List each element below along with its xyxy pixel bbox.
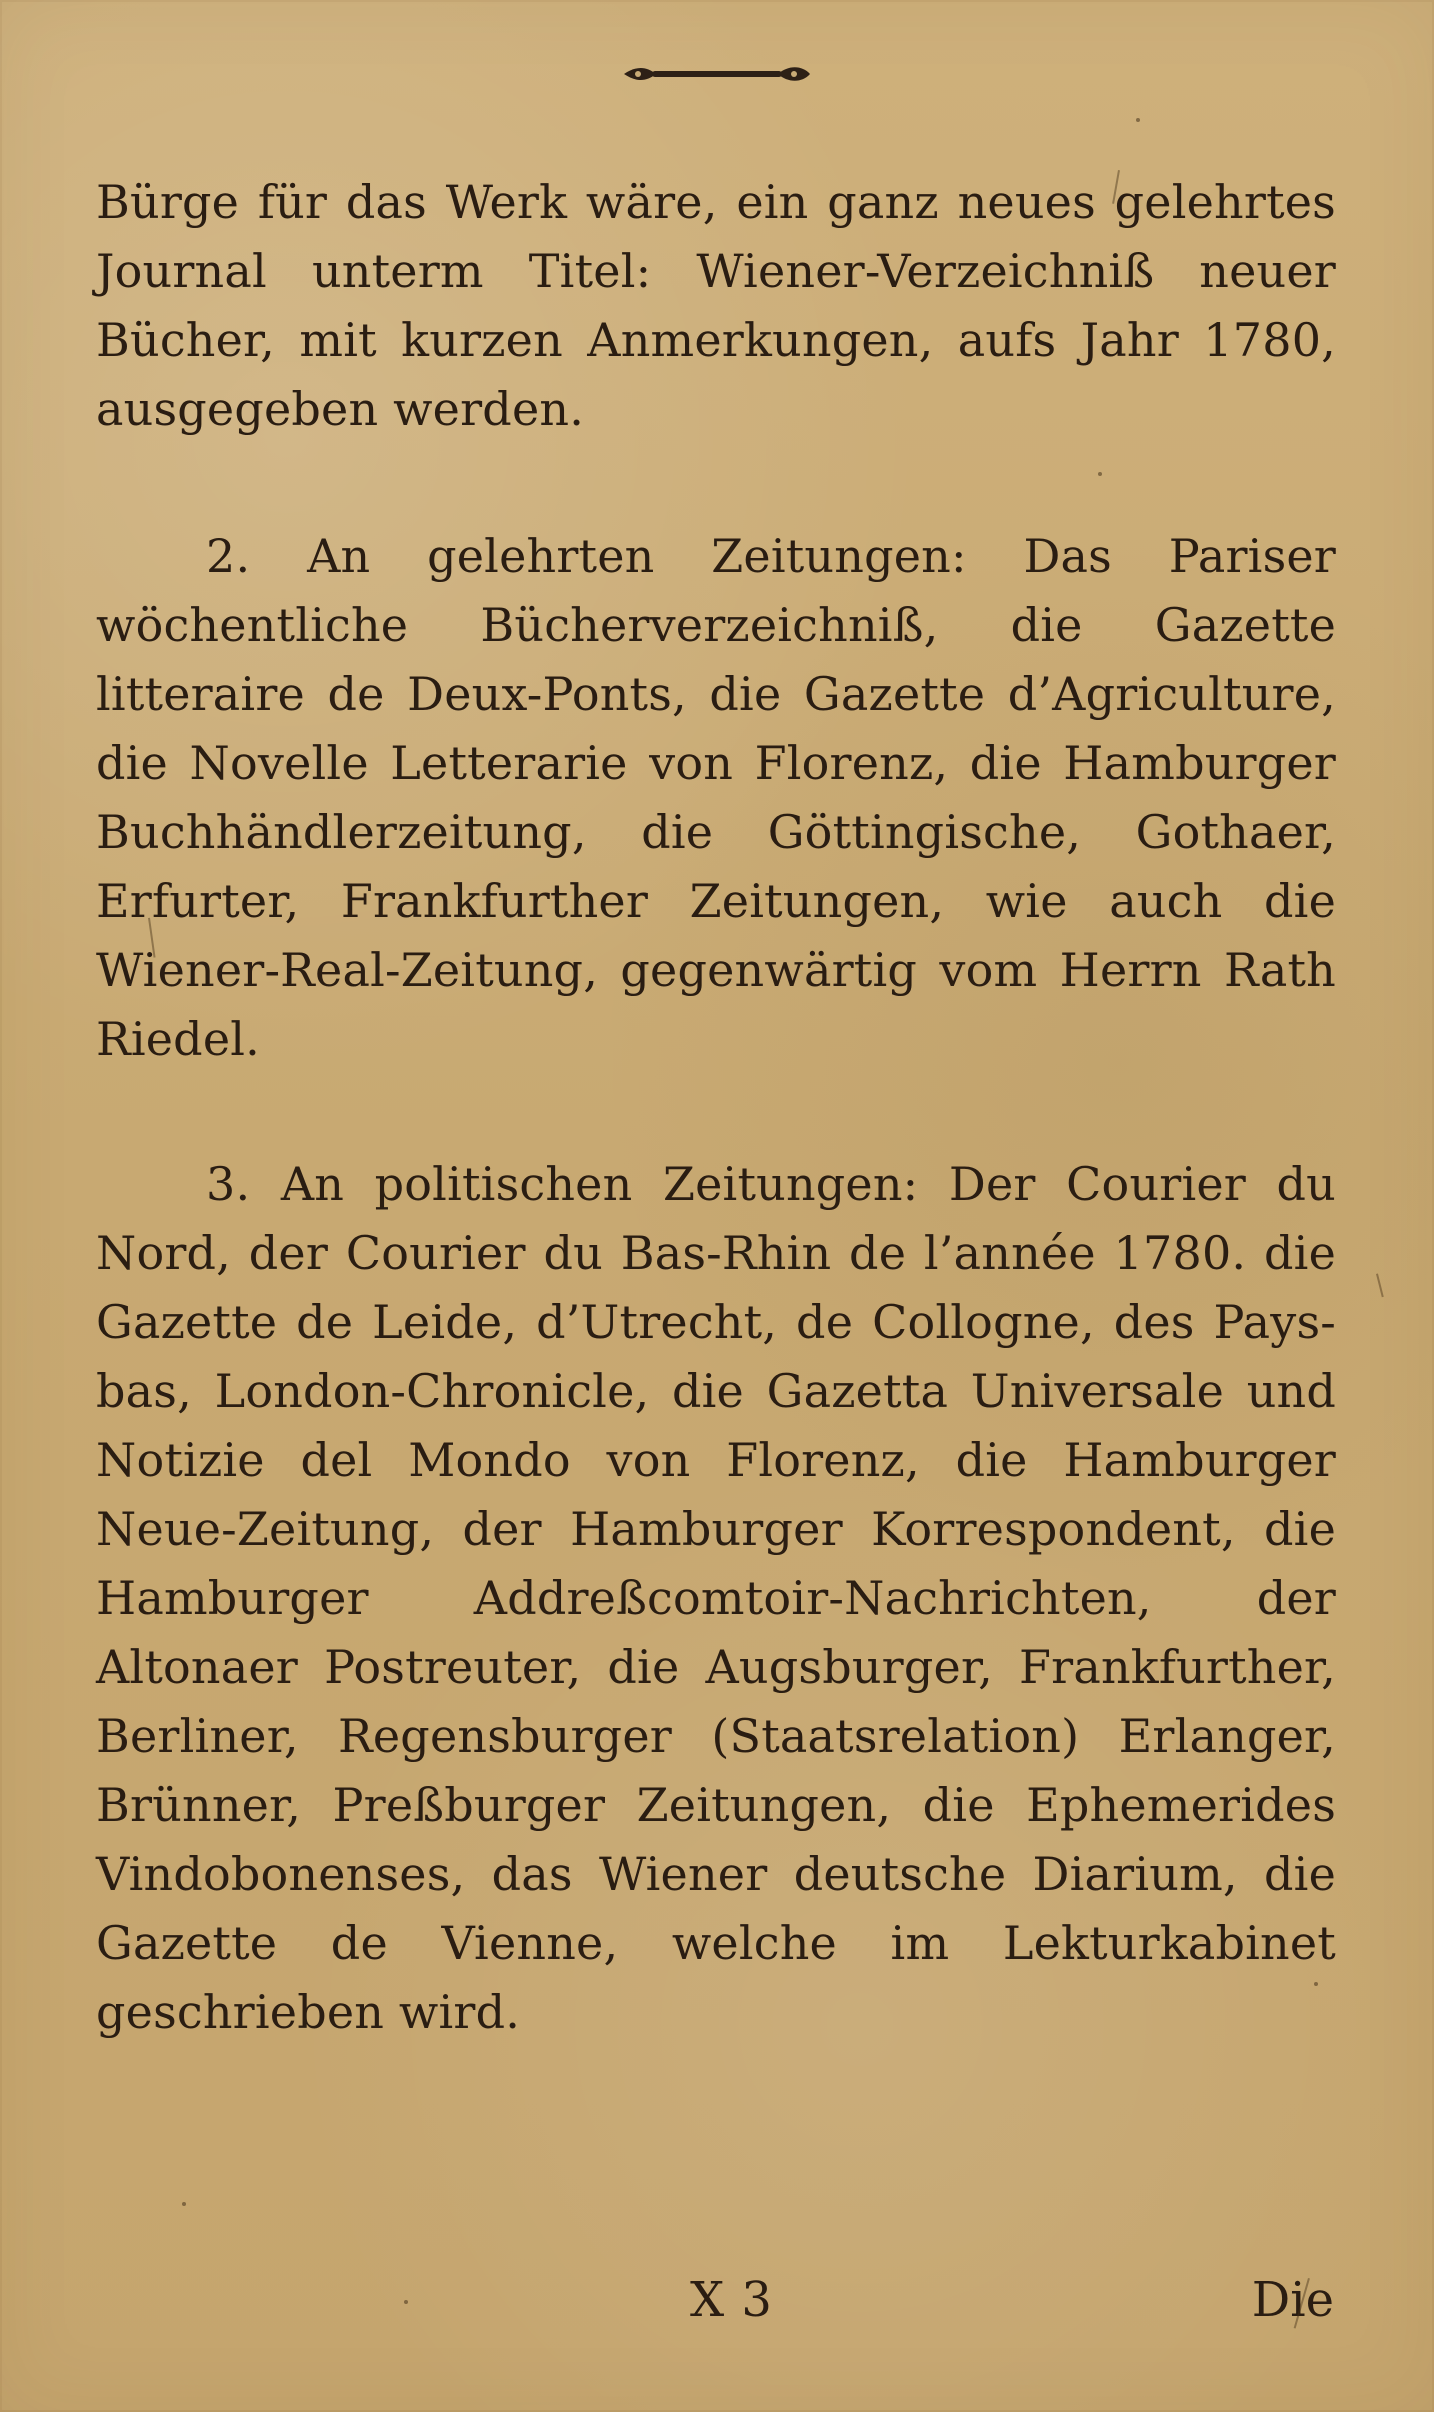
paragraph-2: 2. An gelehrten Zeitungen: Das Pariser wöchentliche Bücherverzeichniß, die Gazette litteraire de Deux-Ponts, die Gazette d’Agriculture, die Novelle Letterarie von Florenz, die Hamburger Buchhändlerzeitung, die Göttingische, Gothaer, Erfurter, Frankfurther Zeitungen, wie auch die Wiener-Real-Zeitung, gegenwärtig vom Herrn Rath Riedel. xyxy=(96,529,1336,1066)
catchword: Die xyxy=(1251,2272,1334,2328)
paper-speck xyxy=(182,2202,186,2206)
decorative-rule-icon xyxy=(614,60,820,88)
paragraph-1: Bürge für das Werk wäre, ein ganz neues gelehrtes Journal unterm Titel: Wiener-Verzeichniß neuer Bücher, mit kurzen Anmerkungen, aufs Jahr 1780, ausgegeben werden. xyxy=(96,175,1336,436)
paper-scratch xyxy=(1376,1274,1384,1298)
paper-speck xyxy=(404,2300,408,2304)
signature-mark: X 3 xyxy=(690,2272,773,2328)
paper-speck xyxy=(1136,118,1140,122)
paper-speck xyxy=(1314,1982,1318,1986)
paragraph-3: 3. An politischen Zeitungen: Der Courier du Nord, der Courier du Bas-Rhin de l’année 1780. die Gazette de Leide, d’Utrecht, de Collogne, des Pays-bas, London-Chronicle, die Gazetta Universale und Notizie del Mondo von Florenz, die Hamburger Neue-Zeitung, der Hamburger Korrespondent, die Hamburger Addreßcomtoir-Nachrichten, der Altonaer Postreuter, die Augsburger, Frankfurther, Berliner, Regensburger (Staatsrelation) Erlanger, Brünner, Preßburger Zeitungen, die Ephemerides Vindobonenses, das Wiener deutsche Diarium, die Gazette de Vienne, welche im Lekturkabinet geschrieben wird. xyxy=(96,1157,1336,2039)
page-footer xyxy=(0,2272,1434,2332)
paper-speck xyxy=(1098,472,1102,476)
